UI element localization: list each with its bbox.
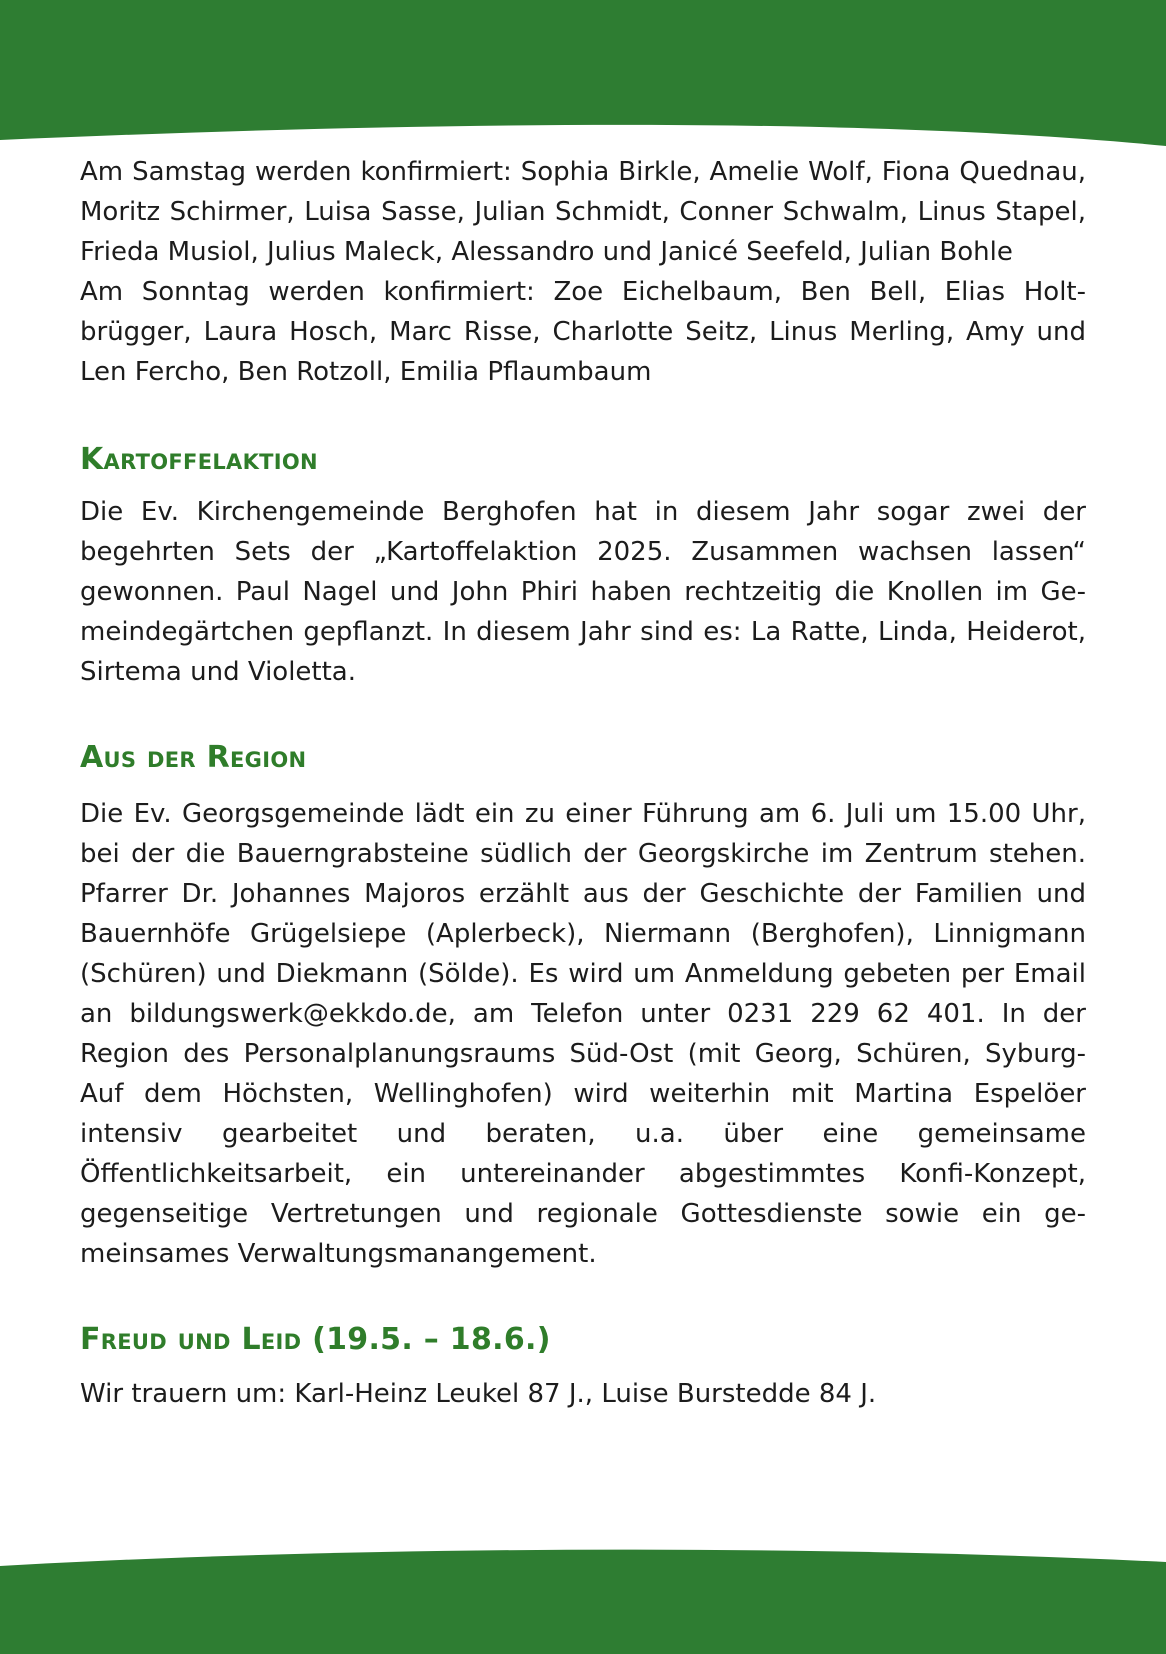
page-content [80, 152, 1086, 1414]
aus-der-region-paragraph: Die Ev. Georgsgemeinde lädt ein zu einer Führung am 6. Juli um 15.00 Uhr, bei der die Bauerngrabsteine südlich der Georgskirche im Zentrum stehen. Pfarrer Dr. Johannes Majoros erzählt aus der Geschichte der Familien und Bauernhöfe Grügelsiepe (Aplerbeck), Niermann (Berghofen), Linnigmann (Schüren) und Diekmann (Sölde). Es wird um Anmeldung gebeten per Email an bildungswerk@ekkdo.de, am Telefon unter 0231 229 62 401. In der Region des Personalplanungsraums Süd-Ost (mit Georg, Schüren, Syburg-Auf dem Höchsten, Wellinghofen) wird weiterhin mit Martina Espelöer intensiv gearbeitet und beraten, u.a. über eine gemeinsame Öffentlichkeitsarbeit, ein untereinander abgestimmtes Konfi-Konzept, gegenseitige Vertretungen und regionale Gottesdienste sowie ein gemeinsames Verwaltungsmanangement. [80, 799, 1086, 1269]
freud-und-leid-heading: Freud und Leid (19.5. – 18.6.) [80, 1322, 551, 1357]
sunday-confirmands-paragraph: Am Sonntag werden konfirmiert: Zoe Eichelbaum, Ben Bell, Elias Holtbrügger, Laura Hosch, Marc Risse, Charlotte Seitz, Linus Merling, Amy und Len Fercho, Ben Rotzoll, Emilia Pflaumbaum [80, 277, 1086, 387]
freud-und-leid-paragraph: Wir trauern um: Karl-Heinz Leukel 87 J., Luise Burstedde 84 J. [80, 1379, 877, 1409]
kartoffelaktion-paragraph: Die Ev. Kirchengemeinde Berghofen hat in diesem Jahr sogar zwei der begehrten Sets der „Kartoffelaktion 2025. Zusammen wachsen lassen“ gewonnen. Paul Nagel und John Phiri haben rechtzeitig die Knollen im Gemeindegärtchen gepflanzt. In diesem Jahr sind es: La Ratte, Linda, Heiderot, Sirtema und Violetta. [80, 497, 1086, 687]
saturday-confirmands-paragraph: Am Samstag werden konfirmiert: Sophia Birkle, Amelie Wolf, Fiona Quednau, Moritz Schirmer, Luisa Sasse, Julian Schmidt, Conner Schwalm, Linus Stapel, Frieda Musiol, Julius Maleck, Alessandro und Janicé Seefeld, Julian Bohle [80, 157, 1086, 267]
top-green-band [0, 0, 1166, 150]
aus-der-region-heading: Aus der Region [80, 740, 307, 775]
bottom-green-band [0, 1544, 1166, 1654]
kartoffelaktion-heading: Kartoffelaktion [80, 442, 318, 477]
